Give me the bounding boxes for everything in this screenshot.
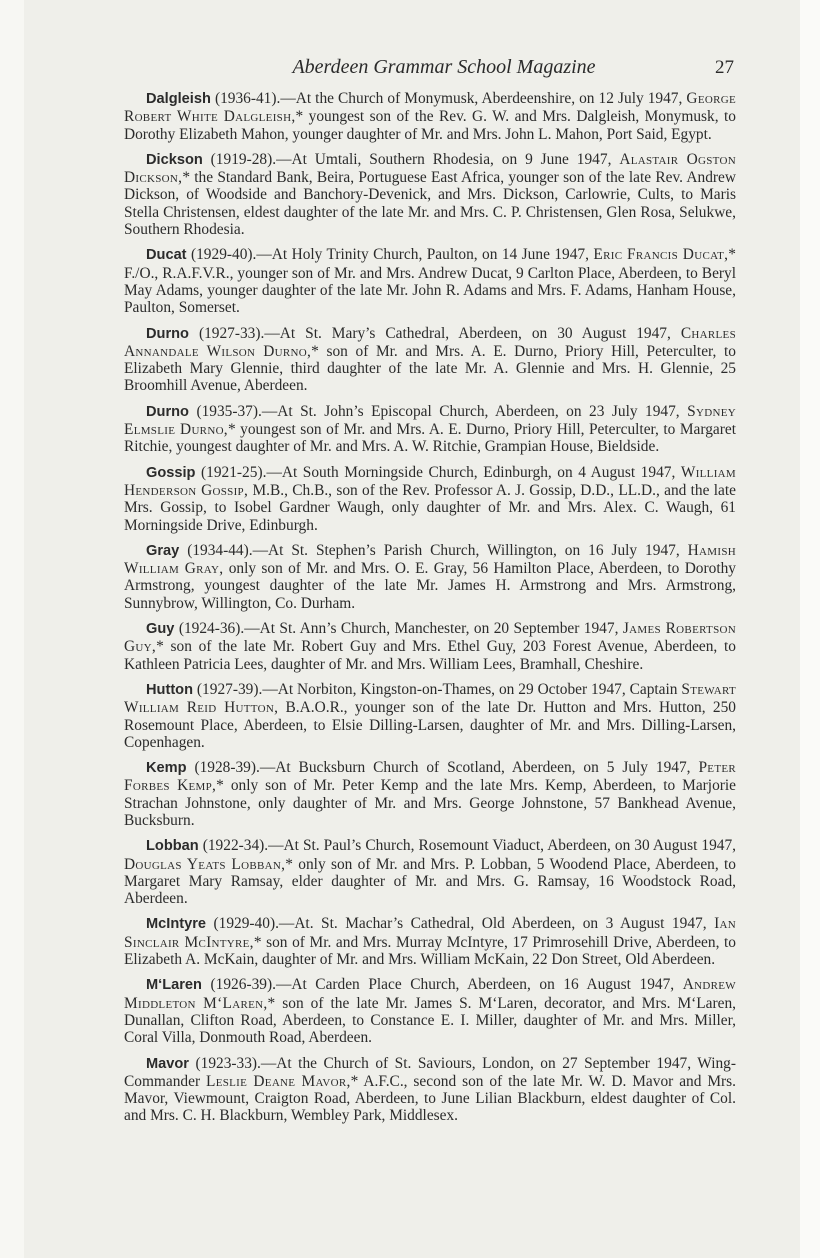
entry-surname: Ducat xyxy=(146,247,187,264)
entry-lobban xyxy=(124,837,736,907)
entry-full-name: Peter Forbes Kemp, xyxy=(124,759,736,795)
entry-text: —At. St. Machar’s Cathedral, Old Aberdeen, on 3 August 1947, xyxy=(278,915,715,933)
page-edge xyxy=(800,0,820,1258)
entry-text: —At St. Ann’s Church, Manchester, on 20 September 1947, xyxy=(244,620,623,638)
entry-text: only son of Mr. and Mrs. O. E. Gray, 56 Hamilton Place, Aberdeen, to Dorothy Armstrong, youngest daughter of the late Mr. James H. Armstrong and Mrs. Armstrong, Sunnybrow, Willington, Co. Durham. xyxy=(124,560,736,612)
entry-surname: Lobban xyxy=(146,838,199,855)
running-header xyxy=(144,56,744,86)
entry-text: —At Bucksburn Church of Scotland, Aberdeen, on 5 July 1947, xyxy=(259,759,699,777)
entry-surname: Kemp xyxy=(146,760,187,777)
entry-surname: Dalgleish xyxy=(146,91,211,107)
entry-years: (1923-33). xyxy=(188,1054,261,1072)
entry-years: (1929-40). xyxy=(186,246,257,264)
marriage-entries xyxy=(124,90,736,1133)
entry-full-name: Eric Francis Ducat, xyxy=(593,246,729,264)
entry-durno-charles xyxy=(124,325,736,395)
entry-text: —At the Church of Monymusk, Aberdeenshire, on 12 July 1947, xyxy=(280,90,687,107)
entry-dickson xyxy=(124,151,736,238)
entry-years: (1924-36). xyxy=(174,620,245,638)
entry-full-name: William Henderson Gossip, xyxy=(124,463,736,499)
entry-surname: Mavor xyxy=(146,1055,189,1072)
entry-text: —At Norbiton, Kingston-on-Thames, on 29 October 1947, Captain xyxy=(262,680,682,698)
entry-text: —At St. Mary’s Cathedral, Aberdeen, on 30 August 1947, xyxy=(264,324,681,342)
entry-years: (1927-33). xyxy=(188,324,265,342)
entry-text: * youngest son of the Rev. G. W. and Mrs. Dalgleish, Monymusk, to Dorothy Elizabeth Mahon, younger daughter of Mr. and Mrs. John L. Mahon, Port Said, Egypt. xyxy=(124,108,736,143)
entry-surname: Durno xyxy=(146,325,189,342)
entry-text: —At St. John’s Episcopal Church, Aberdeen, on 23 July 1947, xyxy=(261,402,688,420)
entry-surname: McIntyre xyxy=(146,916,207,933)
entry-text: —At the Church of St. Saviours, London, on 27 September 1947, Wing-Commander xyxy=(124,1054,736,1090)
entry-full-name: Leslie Deane Mavor, xyxy=(206,1072,351,1090)
entry-text: —At Umtali, Southern Rhodesia, on 9 June 1947, xyxy=(276,150,620,168)
entry-text: —At Holy Trinity Church, Paulton, on 14 June 1947, xyxy=(256,246,594,264)
entry-surname: M‘Laren xyxy=(146,977,202,994)
entry-text: * son of Mr. and Mrs. A. E. Durno, Priory Hill, Peterculter, to Elizabeth Mary Glennie, third daughter of the late Mr. A. Glennie and Mrs. H. Glennie, 25 Broomhill Avenue, Aberdeen. xyxy=(124,342,737,395)
entry-years: (1935-37). xyxy=(188,402,262,420)
entry-ducat xyxy=(124,246,736,316)
entry-text: M.B., Ch.B., son of the Rev. Professor A. J. Gossip, D.D., LL.D., and the late Mrs. Gossip, to Isobel Gardner Waugh, only daughter of Mr. and Mrs. Alex. C. Waugh, 61 Morningside Drive, Edinburgh. xyxy=(124,481,736,534)
entry-full-name: Andrew Middleton M‘Laren, xyxy=(124,976,736,1012)
entry-years: (1936-41). xyxy=(210,90,281,107)
entry-full-name: Stewart William Reid Hutton, xyxy=(124,680,737,717)
entry-years: (1927-39). xyxy=(193,680,263,698)
entry-gossip xyxy=(124,464,736,534)
page xyxy=(24,0,800,1258)
entry-surname: Gray xyxy=(146,542,180,559)
entry-dalgleish xyxy=(124,90,736,143)
entry-text: * son of Mr. and Mrs. Murray McIntyre, 17 Primrosehill Drive, Aberdeen, to Elizabeth A. McKain, daughter of Mr. and Mrs. William McKain, 22 Don Street, Old Aberdeen. xyxy=(124,933,736,969)
entry-text: —At South Morningside Church, Edinburgh, on 4 August 1947, xyxy=(266,463,681,481)
entry-years: (1926-39). xyxy=(201,976,276,994)
entry-text: * only son of Mr. Peter Kemp and the late Mrs. Kemp, Aberdeen, to Marjorie Strachan Johnstone, only daughter of Mr. and Mrs. George Johnstone, 57 Bankhead Avenue, Bucksburn. xyxy=(124,777,736,829)
entry-durno-sydney xyxy=(124,403,736,456)
entry-mcintyre xyxy=(124,915,736,968)
entry-text: * the Standard Bank, Beira, Portuguese East Africa, younger son of the late Rev. Andrew Dickson, of Woodside and Banchory-Devenick, and Mrs. Dickson, Carlowrie, Cults, to Maris Stella Christensen, eldest daughter of the late Mr. and Mrs. C. P. Christensen, Glen Rosa, Selukwe, Southern Rhodesia. xyxy=(124,169,736,239)
entry-full-name: James Robertson Guy, xyxy=(124,620,736,656)
entry-text: —At Carden Place Church, Aberdeen, on 16 August 1947, xyxy=(275,976,683,994)
entry-text: —At St. Stephen’s Parish Church, Willington, on 16 July 1947, xyxy=(252,541,688,559)
entry-text: * only son of Mr. and Mrs. P. Lobban, 5 Woodend Place, Aberdeen, to Margaret Mary Ramsay, elder daughter of Mr. and Mrs. G. Ramsay, 16 Woodstock Road, Aberdeen. xyxy=(124,855,736,908)
entry-text: B.A.O.R., younger son of the late Dr. Hutton and Mrs. Hutton, 250 Rosemount Place, Aberdeen, to Elsie Dilling-Larsen, daughter of Mr. and Mrs. Dilling-Larsen, Copenhagen. xyxy=(124,699,736,751)
entry-full-name: Sydney Elmslie Durno, xyxy=(124,402,736,439)
entry-surname: Gossip xyxy=(146,464,196,481)
entry-full-name: Alastair Ogston Dickson, xyxy=(124,150,736,187)
entry-surname: Durno xyxy=(146,403,189,420)
entry-full-name: George Robert White Dalgleish, xyxy=(124,90,736,126)
magazine-title: Aberdeen Grammar School Magazine xyxy=(292,56,596,78)
entry-gray xyxy=(124,542,736,612)
entry-full-name: Ian Sinclair McIntyre, xyxy=(124,915,736,951)
entry-text: * youngest son of Mr. and Mrs. A. E. Durno, Priory Hill, Peterculter, to Margaret Ritchie, youngest daughter of Mr. and Mrs. A. W. Ritchie, Grampian House, Bieldside. xyxy=(124,421,736,456)
entry-surname: Guy xyxy=(146,621,175,638)
entry-text: * son of the late Mr. James S. M‘Laren, decorator, and Mrs. M‘Laren, Dunallan, Clifton Road, Aberdeen, to Constance E. I. Miller, daughter of Mr. and Mrs. Miller, Coral Villa, Donmouth Road, Aberdeen. xyxy=(124,994,736,1047)
entry-years: (1929-40). xyxy=(206,915,279,933)
entry-years: (1934-44). xyxy=(179,541,253,559)
entry-surname: Hutton xyxy=(146,681,194,698)
entry-years: (1919-28). xyxy=(202,150,277,168)
entry-text: —At St. Paul’s Church, Rosemount Viaduct, Aberdeen, on 30 August 1947, xyxy=(268,837,737,855)
entry-text: * A.F.C., second son of the late Mr. W. D. Mavor and Mrs. Mavor, Viewmount, Craigton Road, Aberdeen, to June Lilian Blackburn, eldest daughter of Col. and Mrs. C. H. Blackburn, Wembley Park, Middlesex. xyxy=(124,1072,736,1125)
entry-text: * F./O., R.A.F.V.R., younger son of Mr. and Mrs. Andrew Ducat, 9 Carlton Place, Aberdeen, to Beryl May Adams, younger daughter of the late Mr. John R. Adams and Mrs. F. Adams, Hanham House, Paulton, Somerset. xyxy=(124,246,736,317)
entry-full-name: Hamish William Gray, xyxy=(124,541,736,578)
entry-mlaren xyxy=(124,976,736,1046)
entry-years: (1922-34). xyxy=(198,837,269,855)
entry-full-name: Douglas Yeats Lobban, xyxy=(124,855,286,873)
entry-text: * son of the late Mr. Robert Guy and Mrs. Ethel Guy, 203 Forest Avenue, Aberdeen, to Kathleen Patricia Lees, daughter of Mr. and Mrs. William Lees, Bramhall, Cheshire. xyxy=(124,638,736,673)
entry-full-name: Charles Annandale Wilson Durno, xyxy=(124,324,736,360)
entry-mavor xyxy=(124,1055,736,1125)
entry-years: (1921-25). xyxy=(195,463,267,481)
entry-years: (1928-39). xyxy=(186,759,260,777)
page-number: 27 xyxy=(715,57,734,78)
entry-surname: Dickson xyxy=(146,151,203,168)
entry-guy xyxy=(124,620,736,673)
entry-hutton xyxy=(124,681,736,751)
entry-kemp xyxy=(124,759,736,829)
